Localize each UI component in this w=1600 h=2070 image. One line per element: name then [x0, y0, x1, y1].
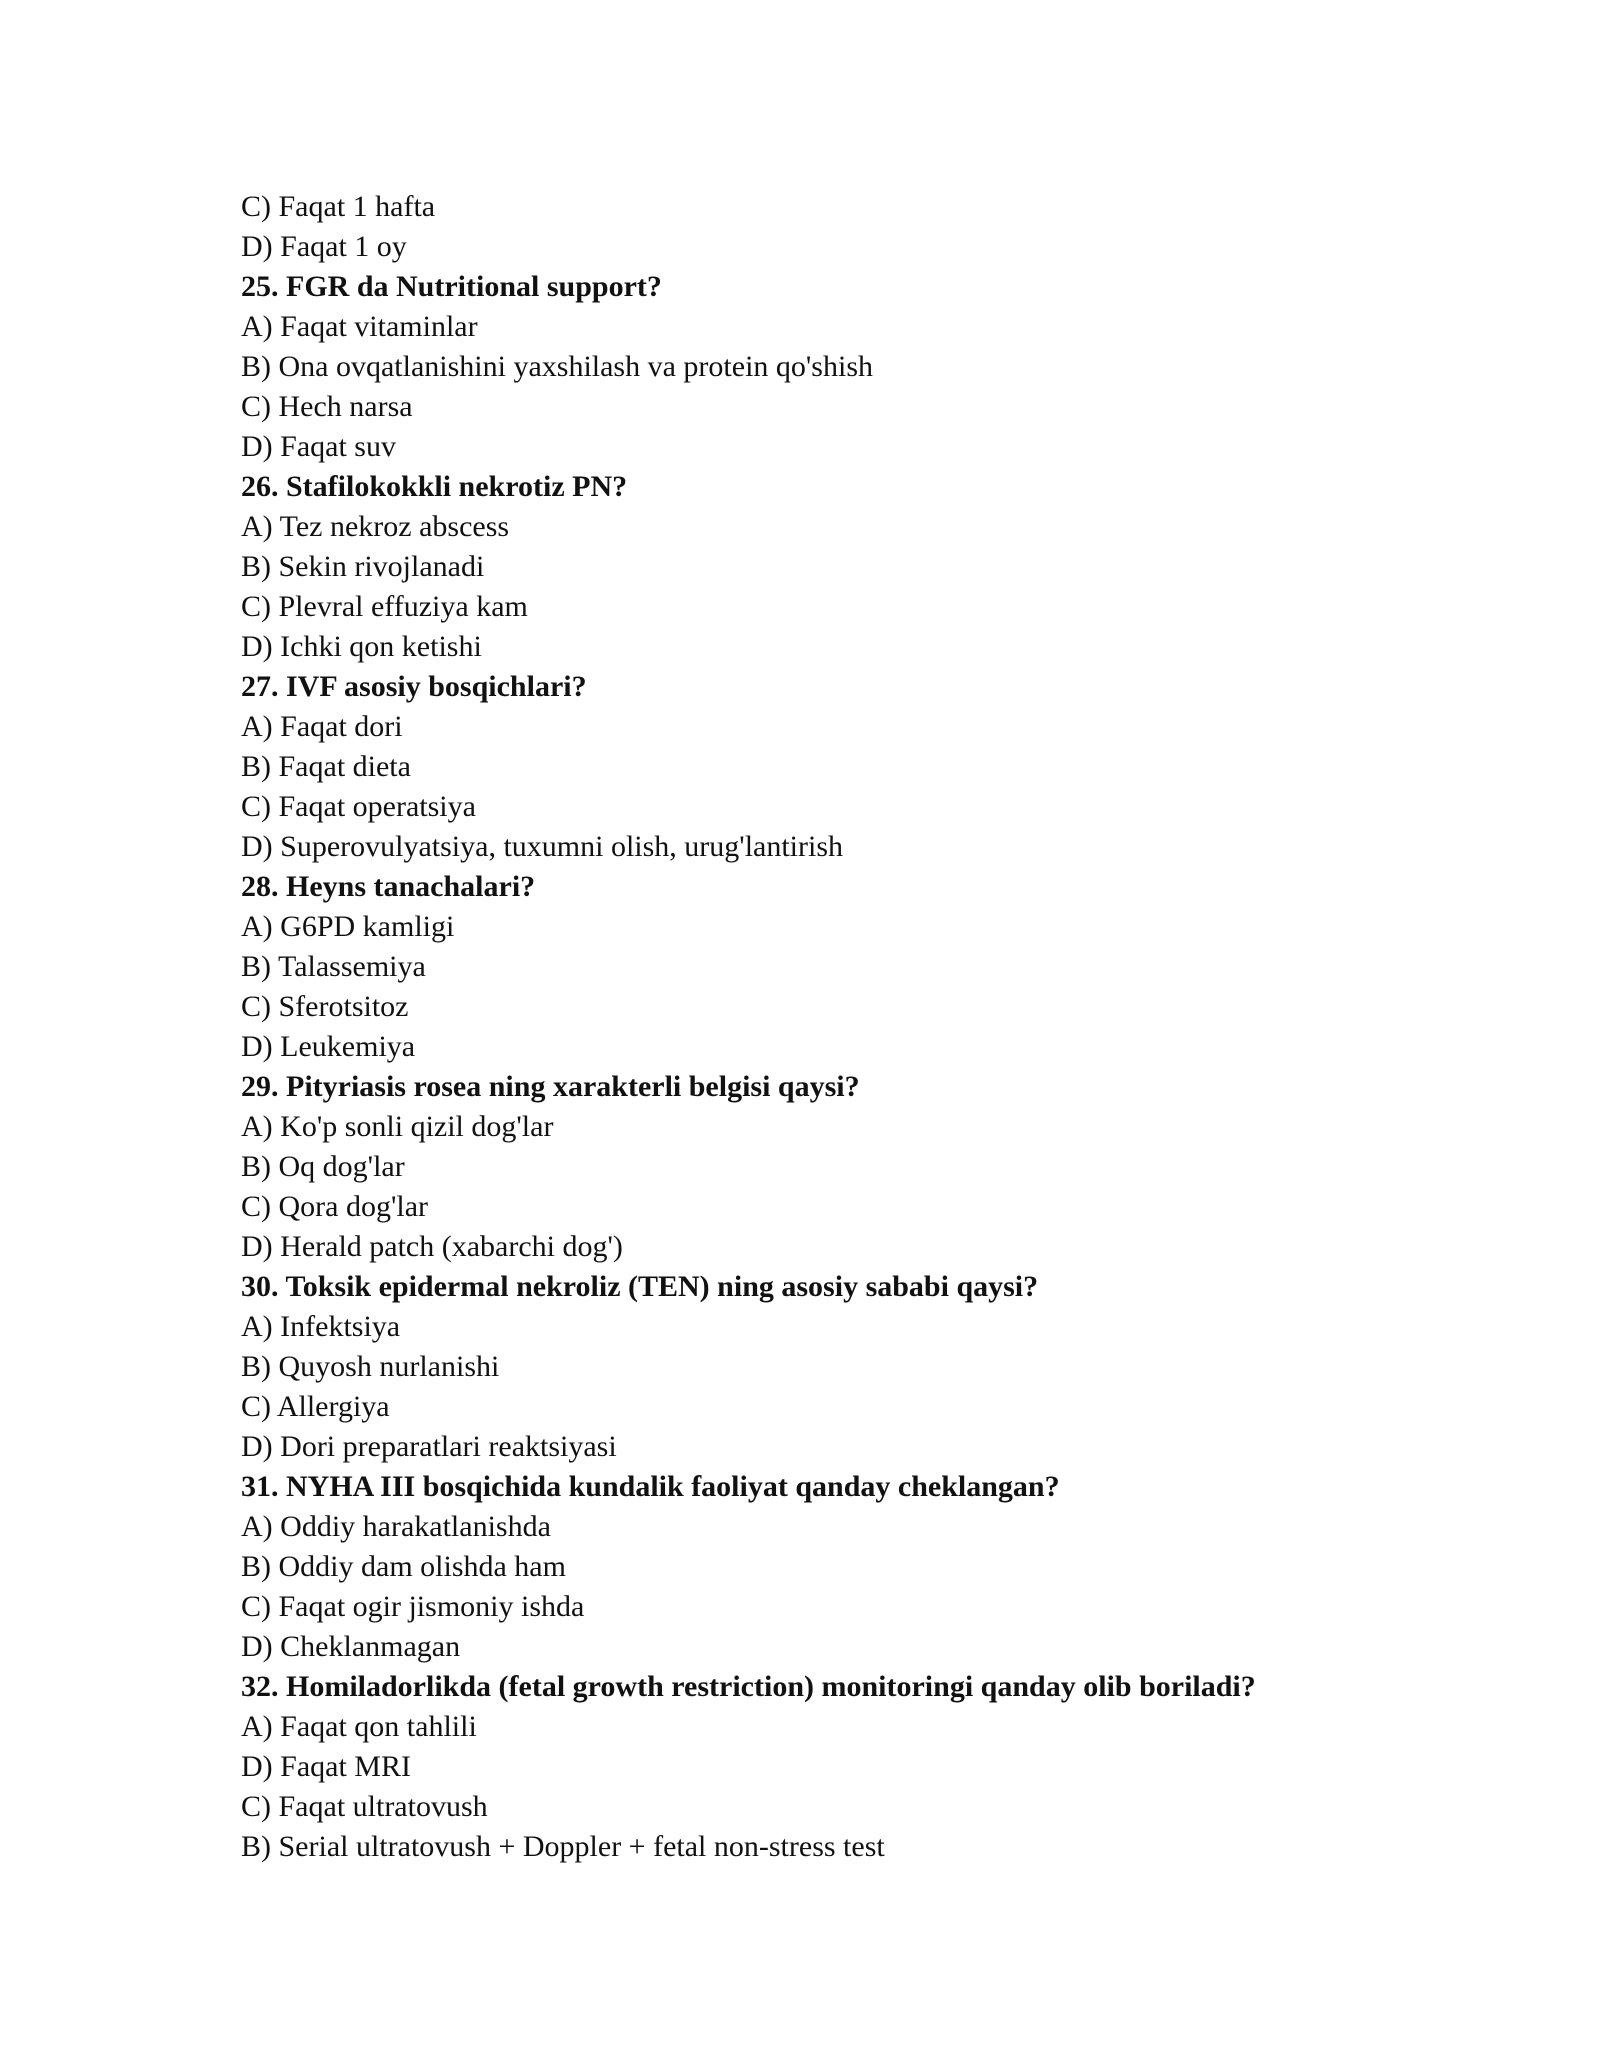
option-line: B) Serial ultratovush + Doppler + fetal non-stress test [241, 1830, 885, 1863]
option-line: C) Allergiya [241, 1390, 390, 1423]
option-line: C) Faqat 1 hafta [241, 190, 436, 223]
question-title: 30. Toksik epidermal nekroliz (TEN) ning asosiy sababi qaysi? [241, 1270, 1039, 1303]
question-block [241, 467, 1441, 667]
question-title: 32. Homiladorlikda (fetal growth restriction) monitoringi qanday olib boriladi? [241, 1670, 1256, 1703]
option-line: A) Tez nekroz abscess [241, 510, 510, 543]
option-line: A) Ko'p sonli qizil dog'lar [241, 1110, 554, 1143]
option-line: A) Faqat dori [241, 710, 403, 743]
option-line: D) Cheklanmagan [241, 1630, 461, 1663]
question-block [241, 1467, 1441, 1667]
leading-options [241, 187, 1441, 267]
question-block [241, 1267, 1441, 1467]
option-line: C) Sferotsitoz [241, 990, 409, 1023]
option-line: D) Faqat suv [241, 430, 396, 463]
option-line: A) Infektsiya [241, 1310, 401, 1343]
option-line: C) Faqat ogir jismoniy ishda [241, 1590, 585, 1623]
question-title: 28. Heyns tanachalari? [241, 870, 536, 903]
option-line: B) Faqat dieta [241, 750, 411, 783]
option-line: B) Ona ovqatlanishini yaxshilash va protein qo'shish [241, 350, 873, 383]
question-block [241, 667, 1441, 867]
question-title: 25. FGR da Nutritional support? [241, 270, 662, 303]
question-block [241, 867, 1441, 1067]
option-line: B) Talassemiya [241, 950, 426, 983]
question-block [241, 1667, 1441, 1867]
option-line: D) Leukemiya [241, 1030, 416, 1063]
option-line: C) Faqat ultratovush [241, 1790, 488, 1823]
option-line: C) Faqat operatsiya [241, 790, 476, 823]
question-block [241, 267, 1441, 467]
question-title: 29. Pityriasis rosea ning xarakterli belgisi qaysi? [241, 1070, 860, 1103]
option-line: B) Oq dog'lar [241, 1150, 405, 1183]
document-page [241, 187, 1441, 1867]
option-line: B) Sekin rivojlanadi [241, 550, 485, 583]
option-line: A) Faqat qon tahlili [241, 1710, 477, 1743]
option-line: D) Faqat MRI [241, 1750, 411, 1783]
option-line: C) Plevral effuziya kam [241, 590, 528, 623]
option-line: B) Quyosh nurlanishi [241, 1350, 500, 1383]
option-line: D) Dori preparatlari reaktsiyasi [241, 1430, 617, 1463]
option-line: C) Qora dog'lar [241, 1190, 429, 1223]
question-block [241, 1067, 1441, 1267]
option-line: B) Oddiy dam olishda ham [241, 1550, 566, 1583]
option-line: D) Herald patch (xabarchi dog') [241, 1230, 623, 1263]
option-line: A) Oddiy harakatlanishda [241, 1510, 551, 1543]
question-title: 27. IVF asosiy bosqichlari? [241, 670, 587, 703]
option-line: A) Faqat vitaminlar [241, 310, 478, 343]
question-title: 31. NYHA III bosqichida kundalik faoliyat qanday cheklangan? [241, 1470, 1060, 1503]
question-title: 26. Stafilokokkli nekrotiz PN? [241, 470, 628, 503]
option-line: D) Ichki qon ketishi [241, 630, 482, 663]
option-line: D) Faqat 1 oy [241, 230, 407, 263]
option-line: A) G6PD kamligi [241, 910, 455, 943]
option-line: D) Superovulyatsiya, tuxumni olish, urug'lantirish [241, 830, 844, 863]
option-line: C) Hech narsa [241, 390, 413, 423]
